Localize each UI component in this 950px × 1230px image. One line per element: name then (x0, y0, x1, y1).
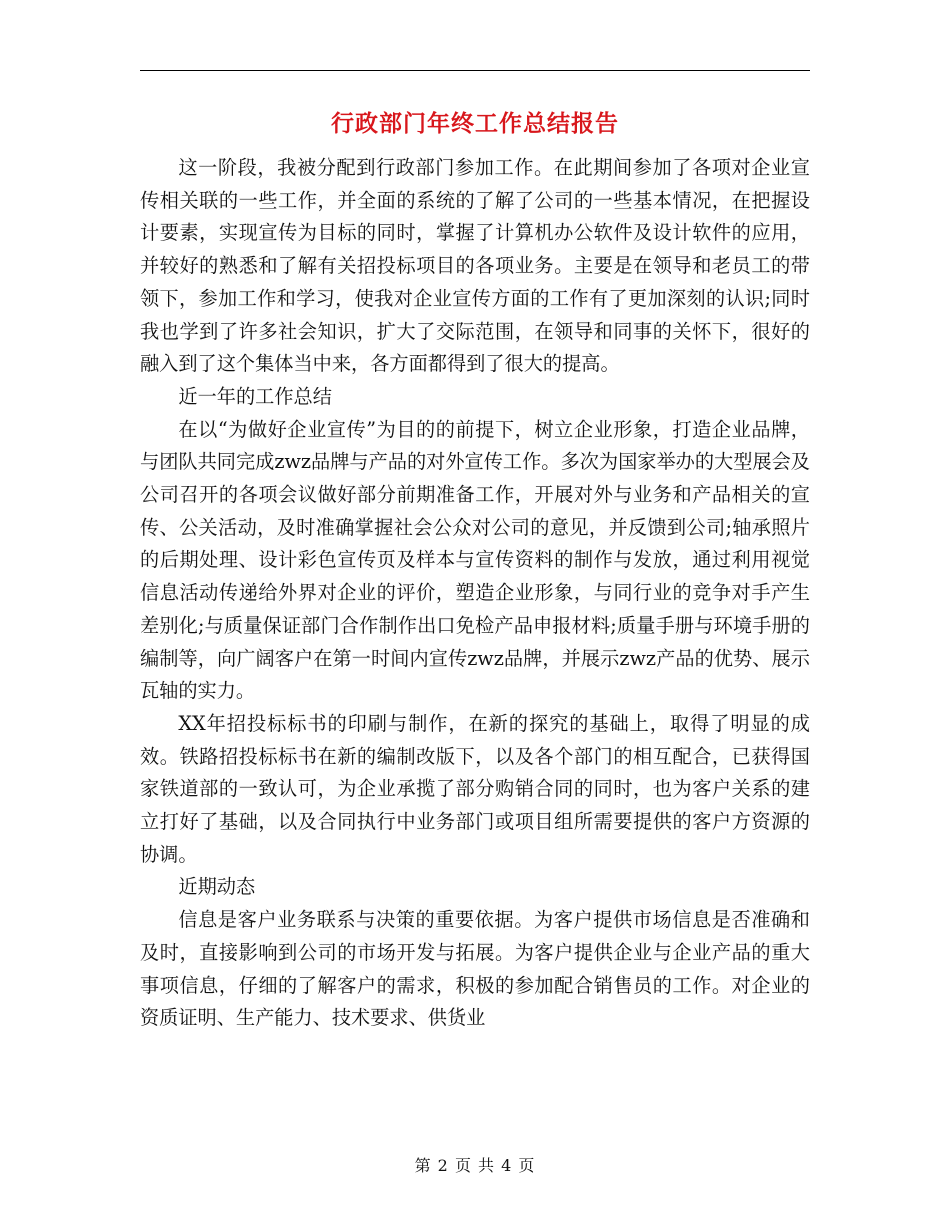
paragraph-intro: 这一阶段，我被分配到行政部门参加工作。在此期间参加了各项对企业宣传相关联的一些工作，并全面的系统的了解了公司的一些基本情况，在把握设计要素，实现宣传为目标的同时，掌握了计算机办公软件及设计软件的应用，并较好的熟悉和了解有关招投标项目的各项业务。主要是在领导和老员工的带领下，参加工作和学习，使我对企业宣传方面的工作有了更加深刻的认识;同时我也学到了许多社会知识，扩大了交际范围，在领导和同事的关怀下，很好的融入到了这个集体当中来，各方面都得到了很大的提高。 (140, 156, 810, 376)
document-title: 行政部门年终工作总结报告 (331, 110, 619, 137)
paragraph-bidding: XX年招投标标书的印刷与制作，在新的探究的基础上，取得了明显的成效。铁路招投标标书在新的编制改版下，以及各个部门的相互配合，已获得国家铁道部的一致认可，为企业承揽了部分购销合同的同时，也为客户关系的建立打好了基础，以及合同执行中业务部门或项目组所需要提供的客户方资源的协调。 (140, 711, 810, 866)
document-body (140, 152, 810, 1035)
section-heading-recent-updates: 近期动态 (178, 875, 256, 899)
section-heading-annual-summary: 近一年的工作总结 (178, 384, 332, 408)
header-rule (140, 70, 810, 71)
page-number-footer: 第 2 页 共 4 页 (414, 1156, 536, 1175)
paragraph-publicity: 在以“为做好企业宣传”为目的的前提下，树立企业形象，打造企业品牌，与团队共同完成zwz品牌与产品的对外宣传工作。多次为国家举办的大型展会及公司召开的各项会议做好部分前期准备工作，开展对外与业务和产品相关的宣传、公关活动，及时准确掌握社会公众对公司的意见，并反馈到公司;轴承照片的后期处理、设计彩色宣传页及样本与宣传资料的制作与发放，通过利用视觉信息活动传递给外界对企业的评价，塑造企业形象，与同行业的竞争对手产生差别化;与质量保证部门合作制作出口免检产品申报材料;质量手册与环境手册的编制等，向广阔客户在第一时间内宣传zwz品牌，并展示zwz产品的优势、展示瓦轴的实力。 (140, 417, 810, 703)
paragraph-information: 信息是客户业务联系与决策的重要依据。为客户提供市场信息是否准确和及时，直接影响到公司的市场开发与拓展。为客户提供企业与企业产品的重大事项信息，仔细的了解客户的需求，积极的参加配合销售员的工作。对企业的资质证明、生产能力、技术要求、供货业 (140, 908, 810, 1030)
